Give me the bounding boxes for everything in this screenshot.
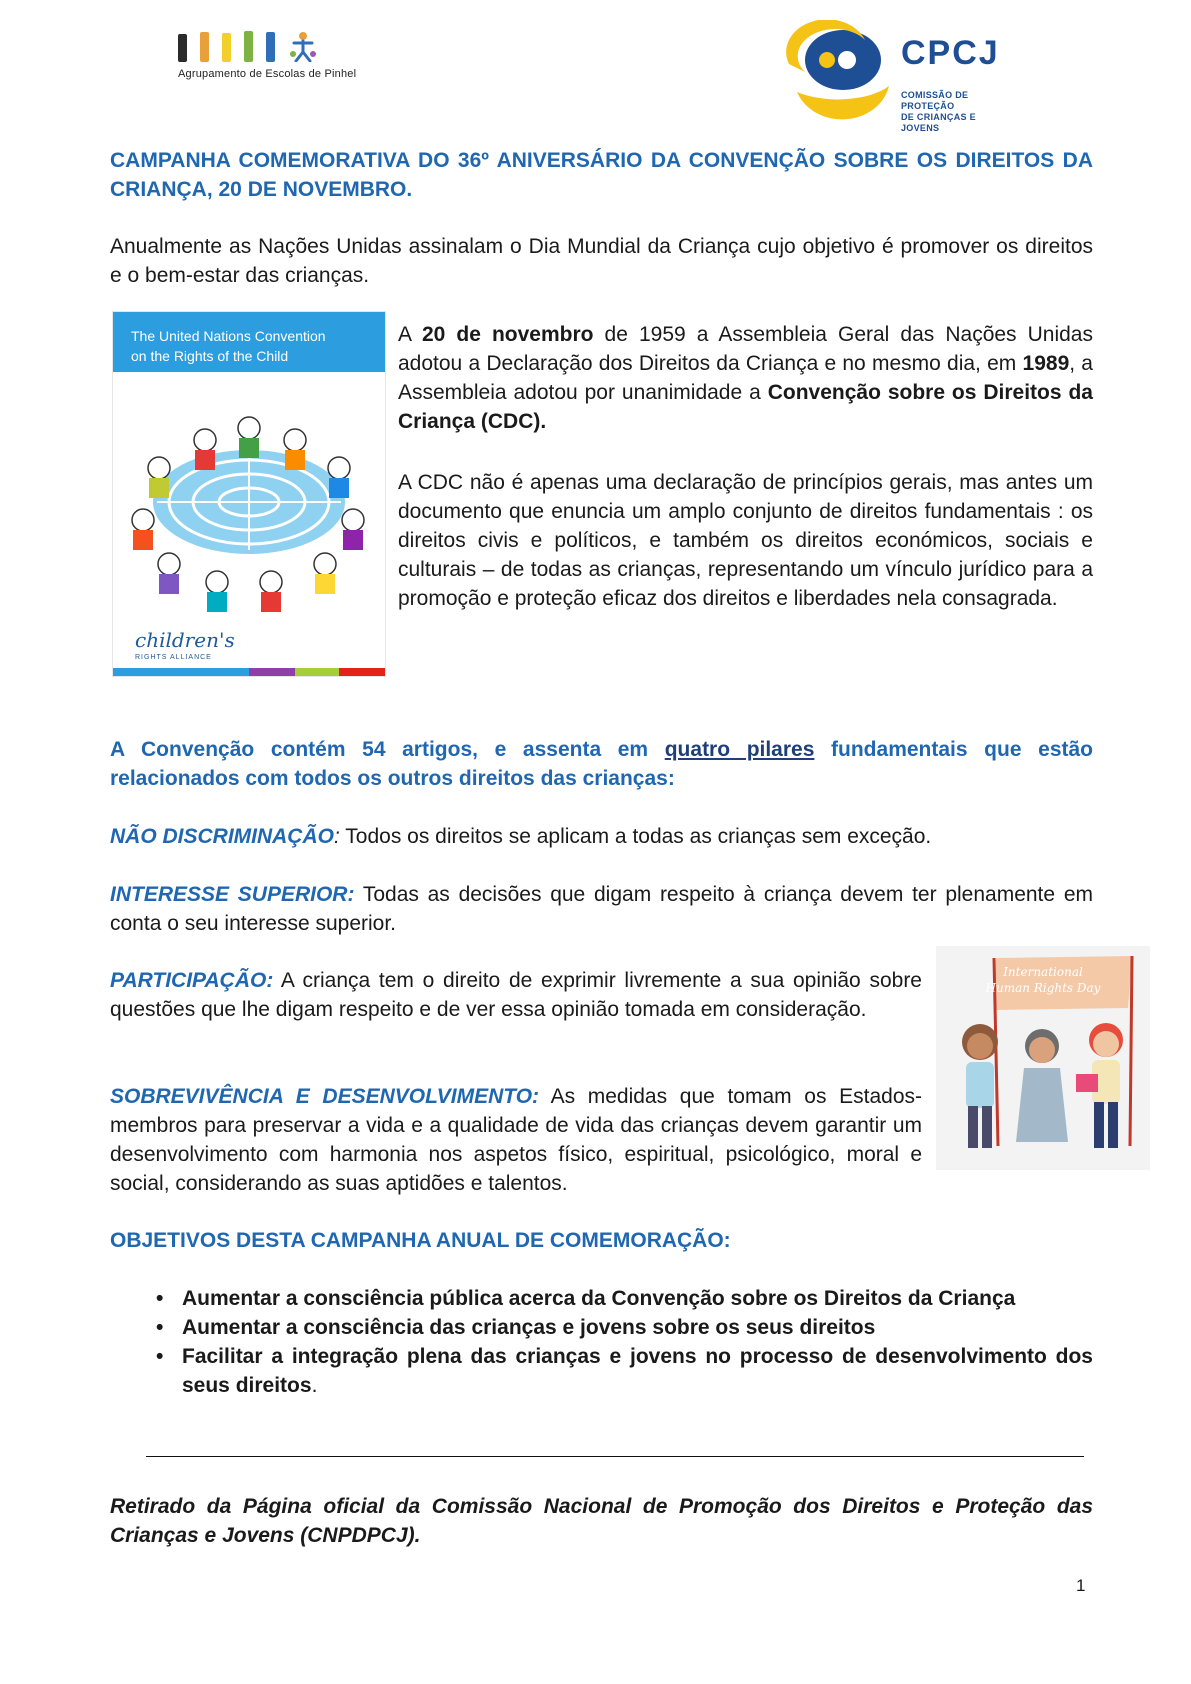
paragraph-cdc: A CDC não é apenas uma declaração de princípios gerais, mas antes um documento que enuncia um amplo conjunto de direitos fundamentais : os direitos civis e políticos, e também os direitos económicos, sociais e culturais – de todas as crianças, representando um vínculo jurídico para a promoção e proteção eficaz dos direitos e liberdades nela consagrada. [398,471,1093,610]
divider-line [146,1456,1084,1457]
pillar-text: A criança tem o direito de exprimir livremente a sua opinião sobre questões que lhe digam respeito e de ver essa opinião tomada em consideração. [110,969,922,1021]
bold-convention: Convenção sobre os Direitos da Criança (CDC). [398,381,1093,433]
pencil [200,32,209,62]
pillar-label: INTERESSE SUPERIOR: [110,883,355,906]
pillar-text: As medidas que tomam os Estados-membros para preservar a vida e a qualidade de vida das crianças devem garantir um desenvolvimento com harmonia nos aspetos físico, espiritual, psicológico, moral e social, considerando as suas aptidões e talentos. [110,1085,923,1195]
cpcj-wordmark: CPCJ [901,34,1000,72]
poster-stripe [339,668,385,676]
objective-text: Aumentar a consciência das crianças e jovens sobre os seus direitos [182,1316,876,1339]
school-logo [178,30,388,94]
bullet: • [156,1345,164,1368]
bullet: • [156,1287,164,1310]
list-item [110,1313,1093,1342]
pillar-label: PARTICIPAÇÃO: [110,969,274,992]
school-caption: Agrupamento de Escolas de Pinhel [178,68,357,80]
objective-text: Facilitar a integração plena das crianças e jovens no processo de desenvolvimento dos seus direitos [182,1345,1093,1397]
pencil [244,31,253,62]
source-note: Retirado da Página oficial da Comissão Nacional de Promoção dos Direitos e Proteção das Crianças e Jovens (CNPDPCJ). [110,1495,1093,1547]
poster-title-line: The United Nations Convention [131,328,326,344]
pillar-interesse-superior [110,880,1093,938]
poster-stripe [113,668,249,676]
poster-title-line: on the Rights of the Child [131,348,289,364]
pillar-text: Todos os direitos se aplicam a todas as crianças sem exceção. [339,825,932,848]
poster-header [113,312,385,372]
pillar-label: NÃO DISCRIMINAÇÃO [110,825,334,848]
un-convention-poster [112,311,386,677]
objective-period: . [311,1374,318,1397]
quatro-pilares-link[interactable]: quatro pilares [664,738,815,761]
banner-line: Human Rights Day [985,981,1101,995]
page-title [110,146,1093,204]
title-line-2: CRIANÇA, 20 DE NOVEMBRO. [110,178,413,201]
objectives-list [110,1284,1093,1400]
poster-footer-logo: children's [135,628,235,652]
illustration-banner-text [936,964,1150,996]
paragraph-1959 [398,320,1093,436]
pillars-intro [110,735,1093,793]
child-figure-icon [288,30,318,62]
list-item [110,1342,1093,1400]
bold-year: 1989 [1022,352,1070,375]
pencil [178,34,187,62]
poster-stripe [295,668,339,676]
pillar-text: Todas as decisões que digam respeito à criança devem ter plenamente em conta o seu interesse superior. [110,883,1093,935]
text: fundamentais que estão relacionados com todos os outros direitos das crianças: [110,738,1094,790]
list-item [110,1284,1093,1313]
pillar-sobrevivencia [110,1082,922,1198]
pillar-nao-discriminacao [110,822,1093,851]
pillar-participacao [110,966,922,1024]
text: A Convenção contém 54 artigos, e assenta em [110,738,665,761]
objectives-title: OBJETIVOS DESTA CAMPANHA ANUAL DE COMEMORAÇÃO: [110,1229,731,1252]
pencils-graphic [178,30,388,62]
cpcj-emblem-icon [785,20,895,120]
banner-line: International [1003,965,1083,979]
bullet: • [156,1316,164,1339]
poster-footer-sub: RIGHTS ALLIANCE [135,654,212,661]
title-line-1: CAMPANHA COMEMORATIVA DO 36º ANIVERSÁRIO DA CONVENÇÃO SOBRE OS DIREITOS DA [110,149,1093,172]
cpcj-subtitle-line: DE CRIANÇAS E JOVENS [901,112,976,133]
page-number: 1 [1076,1576,1086,1595]
text: de 1959 a Assembleia Geral das Nações Unidas adotou a Declaração dos Direitos da Criança e no mesmo dia, em [398,323,1093,375]
pencil [222,33,231,62]
cpcj-logo [785,20,1015,133]
poster-stripe [249,668,295,676]
intro-paragraph: Anualmente as Nações Unidas assinalam o Dia Mundial da Criança cujo objetivo é promover os direitos e o bem-estar das crianças. [110,235,1093,287]
pencil [266,32,275,62]
pillar-label: SOBREVIVÊNCIA E DESENVOLVIMENTO: [110,1085,540,1108]
cpcj-subtitle [901,90,1015,134]
cpcj-subtitle-line: COMISSÃO DE PROTEÇÃO [901,90,969,111]
children-circle-illustration [113,392,385,622]
pillar-separator: : [334,825,340,848]
bold-date: 20 de novembro [421,323,594,346]
text: , a Assembleia adotou por unanimidade a [398,352,1093,404]
human-rights-day-illustration [936,946,1150,1170]
text: A [398,323,422,346]
objective-text: Aumentar a consciência pública acerca da Convenção sobre os Direitos da Criança [182,1287,1016,1310]
